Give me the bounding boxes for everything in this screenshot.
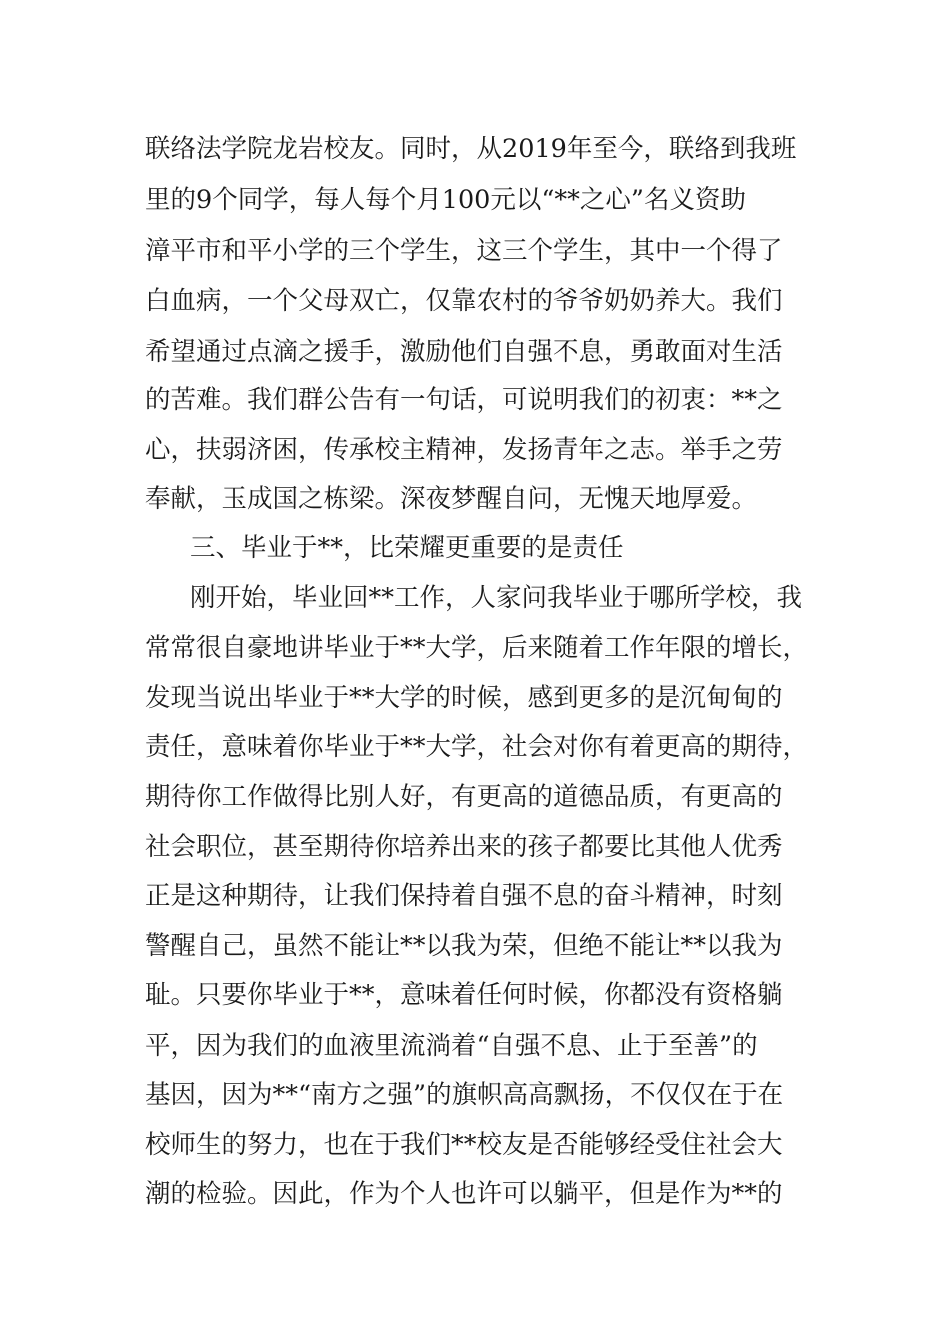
paragraph-line: 期待你工作做得比别人好，有更高的道德品质，有更高的 [145, 782, 783, 812]
paragraph-line: 平，因为我们的血液里流淌着“自强不息、止于至善”的 [145, 1031, 758, 1061]
paragraph-line: 刚开始，毕业回**工作，人家问我毕业于哪所学校，我 [190, 583, 803, 613]
paragraph-line: 校师生的努力，也在于我们**校友是否能够经受住社会大 [145, 1130, 783, 1160]
paragraph-line: 发现当说出毕业于**大学的时候，感到更多的是沉甸甸的 [145, 683, 783, 713]
paragraph-line: 正是这种期待，让我们保持着自强不息的奋斗精神，时刻 [145, 881, 783, 911]
paragraph-line: 联络法学院龙岩校友。同时，从2019年至今，联络到我班 [145, 134, 797, 164]
paragraph-line: 警醒自己，虽然不能让**以我为荣，但绝不能让**以我为 [145, 931, 783, 961]
paragraph-line: 漳平市和平小学的三个学生，这三个学生，其中一个得了 [145, 236, 783, 266]
paragraph-line: 的苦难。我们群公告有一句话，可说明我们的初衷：**之 [145, 385, 783, 415]
paragraph-line: 耻。只要你毕业于**，意味着任何时候，你都没有资格躺 [145, 980, 783, 1010]
paragraph-line: 奉献，玉成国之栋梁。深夜梦醒自问，无愧天地厚爱。 [145, 484, 758, 514]
paragraph-line: 常常很自豪地讲毕业于**大学，后来随着工作年限的增长， [145, 633, 809, 663]
section-heading: 三、毕业于**，比荣耀更重要的是责任 [190, 533, 624, 563]
paragraph-line: 里的9个同学，每人每个月100元以“**之心”名义资助 [145, 185, 746, 215]
paragraph-line: 希望通过点滴之援手，激励他们自强不息，勇敢面对生活 [145, 337, 783, 367]
paragraph-line: 社会职位，甚至期待你培养出来的孩子都要比其他人优秀 [145, 832, 783, 862]
paragraph-line: 基因，因为**“南方之强”的旗帜高高飘扬，不仅仅在于在 [145, 1080, 784, 1110]
paragraph-line: 心，扶弱济困，传承校主精神，发扬青年之志。举手之劳 [145, 435, 783, 465]
paragraph-line: 责任，意味着你毕业于**大学，社会对你有着更高的期待， [145, 732, 809, 762]
paragraph-line: 白血病，一个父母双亡，仅靠农村的爷爷奶奶养大。我们 [145, 286, 783, 316]
paragraph-line: 潮的检验。因此，作为个人也许可以躺平，但是作为**的 [145, 1179, 783, 1209]
